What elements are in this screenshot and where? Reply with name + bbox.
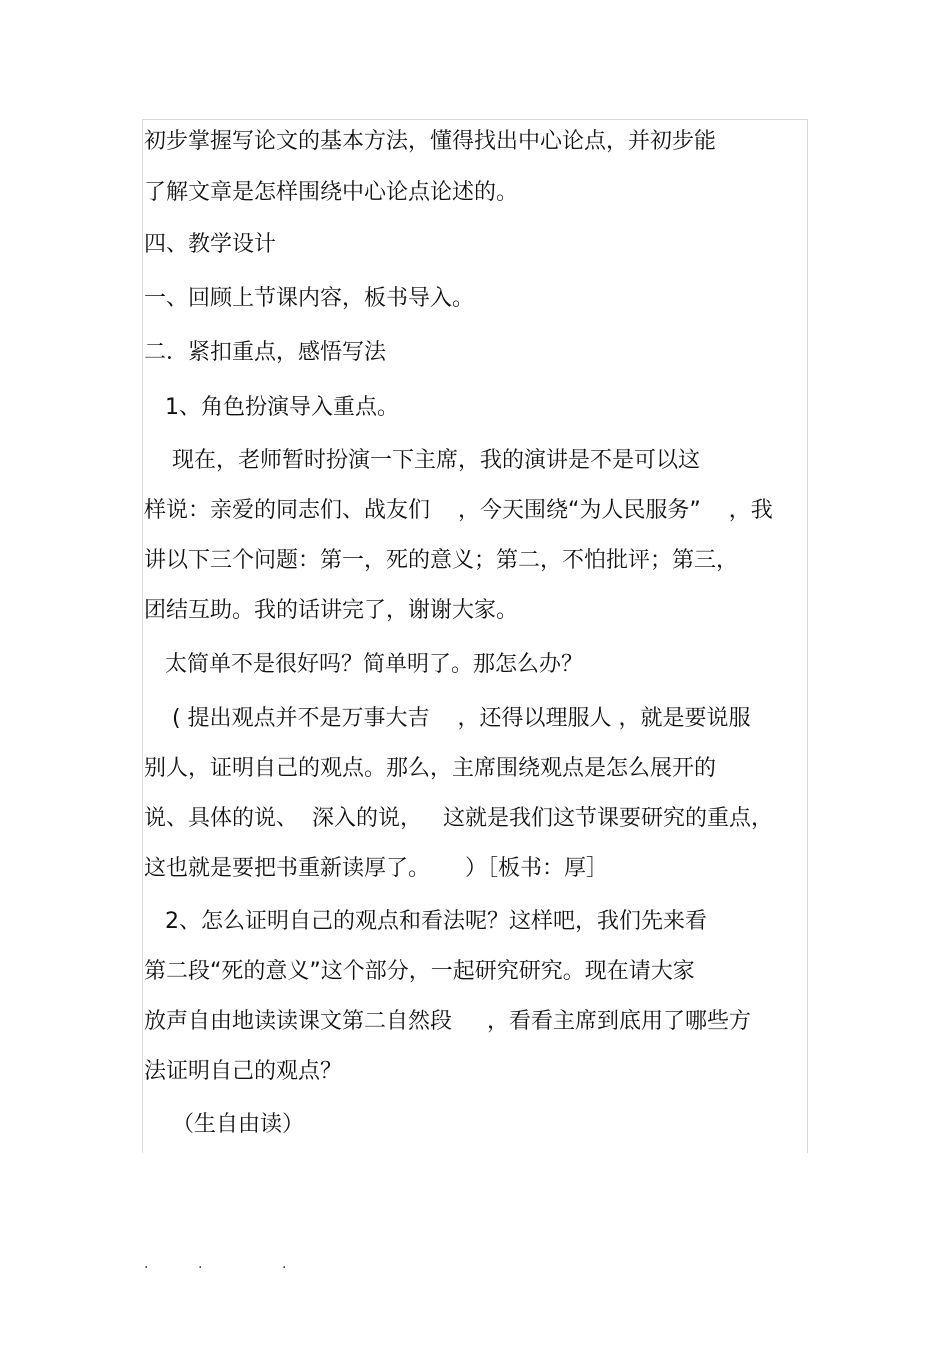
text-line-2: 了解文章是怎样围绕中心论点论述的。	[144, 180, 519, 205]
text-line-14: 说、具体的说、 深入的说， 这就是我们这节课要研究的重点，	[144, 806, 773, 831]
text-line-9: 讲以下三个问题：第一，死的意义；第二，不怕批评；第三，	[144, 548, 739, 573]
page-frame	[142, 119, 808, 1153]
step-2-heading: 二．紧扣重点，感悟写法	[144, 340, 387, 365]
sub-item-1: 1、角色扮演导入重点。	[144, 395, 399, 420]
footer-dot: .	[282, 1256, 287, 1272]
footer-dot: .	[198, 1256, 203, 1272]
text-line-11: 太简单不是很好吗？简单明了。那怎么办？	[144, 652, 583, 677]
step-1-heading: 一、回顾上节课内容，板书导入。	[144, 286, 475, 311]
section-heading-teaching-design: 四、教学设计	[144, 232, 277, 257]
text-line-7: 现在，老师暂时扮演一下主席，我的演讲是不是可以这	[144, 448, 700, 473]
text-line-20: （生自由读）	[144, 1112, 304, 1137]
text-line-8: 样说：亲爱的同志们、战友们 ，今天围绕“为人民服务” ，我	[144, 498, 773, 523]
text-line-12: ( 提出观点并不是万事大吉 ，还得以理服人 ，就是要说服	[144, 706, 751, 731]
text-line-15: 这也就是要把书重新读厚了。 ）［板书：厚］	[144, 856, 608, 881]
text-line-1: 初步掌握写论文的基本方法，懂得找出中心论点，并初步能	[144, 129, 717, 154]
text-line-18: 放声自由地读读课文第二自然段 ，看看主席到底用了哪些方	[144, 1009, 751, 1034]
sub-item-2: 2、怎么证明自己的观点和看法呢？这样吧，我们先来看	[144, 909, 707, 934]
footer-dot: .	[144, 1256, 149, 1272]
text-line-17: 第二段“死的意义”这个部分，一起研究研究。现在请大家	[144, 959, 695, 984]
text-line-19: 法证明自己的观点？	[144, 1059, 343, 1084]
text-line-13: 别人，证明自己的观点。那么，主席围绕观点是怎么展开的	[144, 756, 717, 781]
text-line-10: 团结互助。我的话讲完了，谢谢大家。	[144, 598, 519, 623]
